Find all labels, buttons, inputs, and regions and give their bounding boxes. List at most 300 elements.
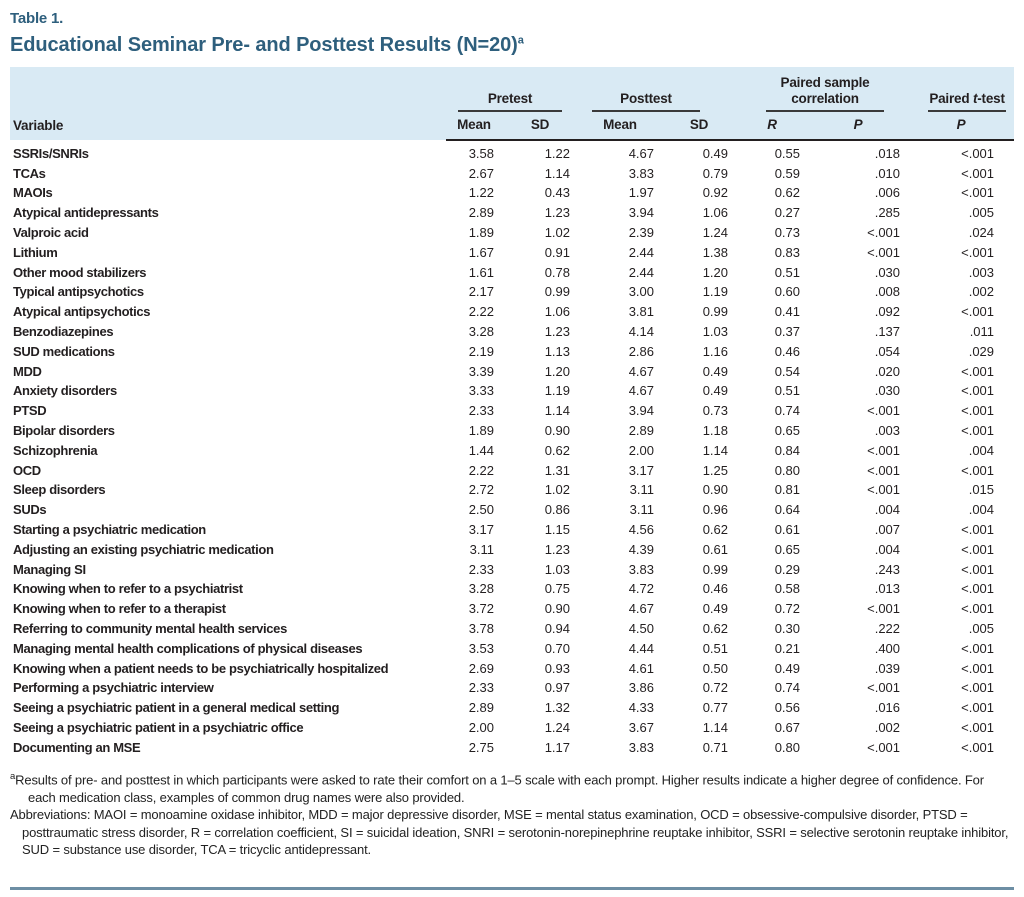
row-variable: MAOIs	[13, 185, 53, 201]
group-header-paired-sample-correlation	[736, 67, 908, 112]
row-value: 1.20	[544, 363, 570, 379]
row-value: 0.49	[774, 660, 801, 676]
row-value: 3.53	[468, 640, 494, 656]
group-header-correlation-label: Paired sample correlation	[766, 75, 884, 112]
row-value: 0.60	[774, 284, 801, 300]
row-variable: PTSD	[13, 403, 47, 419]
row-variable: Atypical antipsychotics	[13, 304, 151, 320]
row-variable: MDD	[13, 363, 42, 379]
row-value: 2.22	[468, 462, 494, 478]
bottom-rule	[10, 887, 1014, 890]
row-value: 0.96	[702, 502, 729, 518]
row-value: 0.41	[774, 304, 801, 320]
row-value: <.001	[867, 244, 901, 260]
row-value: 1.25	[702, 462, 729, 478]
row-value: 1.97	[628, 185, 654, 201]
row-value: .004	[968, 502, 995, 518]
row-value: <.001	[961, 680, 995, 696]
row-value: .039	[874, 660, 901, 676]
row-value: <.001	[961, 640, 995, 656]
row-value: 3.67	[628, 719, 654, 735]
row-value: 0.94	[544, 620, 570, 636]
table-row	[10, 441, 1014, 461]
row-value: 4.39	[628, 541, 654, 557]
row-value: .008	[874, 284, 901, 300]
title-footnote-marker: a	[517, 34, 524, 47]
row-value: 1.13	[544, 343, 570, 359]
row-value: <.001	[867, 482, 901, 498]
row-value: 0.83	[774, 244, 801, 260]
row-value: 4.14	[628, 324, 654, 340]
row-value: 2.22	[468, 304, 494, 320]
row-value: 0.91	[544, 244, 570, 260]
row-value: 1.23	[544, 324, 570, 340]
column-header-variable: Variable	[10, 67, 446, 140]
row-variable: Lithium	[13, 244, 58, 260]
table-row	[10, 140, 1014, 164]
row-value: .004	[874, 541, 901, 557]
row-value: <.001	[961, 719, 995, 735]
row-value: .007	[874, 521, 901, 537]
row-value: 0.74	[774, 680, 801, 696]
row-value: 1.22	[468, 185, 494, 201]
row-value: 2.39	[628, 225, 654, 241]
table-row	[10, 659, 1014, 679]
row-value: .016	[874, 700, 901, 716]
row-value: 0.73	[702, 403, 729, 419]
row-value: .243	[874, 561, 901, 577]
row-value: <.001	[961, 363, 995, 379]
row-value: .003	[874, 423, 901, 438]
row-value: <.001	[961, 541, 995, 557]
group-header-pretest-label: Pretest	[458, 91, 562, 112]
row-value: 4.44	[628, 640, 654, 656]
row-value: 0.86	[544, 502, 570, 518]
row-variable: SUD medications	[13, 343, 115, 359]
row-value: <.001	[867, 403, 901, 419]
row-value: 1.19	[544, 383, 570, 399]
row-value: 0.99	[702, 304, 729, 320]
page-title	[10, 34, 1014, 57]
row-value: <.001	[961, 145, 995, 161]
row-value: .004	[968, 442, 995, 458]
footnote-a-marker: a	[10, 771, 16, 783]
row-value: 2.86	[628, 343, 654, 359]
row-variable: Managing SI	[13, 561, 86, 577]
row-value: 0.37	[774, 324, 801, 340]
row-value: 3.11	[629, 502, 654, 518]
row-value: 0.59	[774, 165, 801, 181]
row-value: 1.16	[702, 343, 729, 359]
row-value: 1.14	[544, 403, 570, 419]
row-value: <.001	[961, 244, 995, 260]
row-value: 0.21	[774, 640, 801, 656]
row-value: 3.83	[628, 561, 654, 577]
row-value: .011	[969, 324, 995, 340]
row-value: 1.14	[702, 442, 729, 458]
row-value: 4.67	[628, 383, 654, 399]
row-value: <.001	[961, 165, 995, 181]
row-variable: Valproic acid	[13, 225, 89, 241]
row-variable: Sleep disorders	[13, 482, 106, 498]
row-value: <.001	[961, 403, 995, 419]
row-value: 0.27	[774, 205, 801, 221]
row-value: <.001	[867, 739, 901, 755]
row-value: 0.49	[702, 601, 729, 617]
table-row	[10, 362, 1014, 382]
table-row	[10, 699, 1014, 719]
column-header-t-test-p: P	[908, 112, 1014, 140]
row-value: 2.33	[468, 561, 494, 577]
row-value: 2.89	[468, 205, 494, 221]
row-value: .030	[874, 264, 901, 280]
row-value: 0.61	[774, 521, 801, 537]
row-value: 0.71	[702, 739, 729, 755]
row-value: 0.92	[702, 185, 729, 201]
row-value: 0.73	[774, 225, 801, 241]
row-variable: Anxiety disorders	[13, 383, 117, 399]
row-variable: Benzodiazepines	[13, 324, 114, 340]
table-label: Table 1.	[10, 10, 64, 27]
row-value: 0.56	[774, 700, 801, 716]
row-value: <.001	[961, 521, 995, 537]
footnote-a	[10, 771, 1014, 806]
table-row	[10, 164, 1014, 184]
row-value: 4.50	[628, 620, 654, 636]
column-header-pretest-sd: SD	[502, 112, 578, 140]
row-value: .002	[968, 284, 995, 300]
row-value: 4.72	[628, 581, 654, 597]
row-value: .002	[874, 719, 901, 735]
row-value: 3.11	[469, 541, 494, 557]
row-value: 1.22	[544, 145, 570, 161]
row-value: <.001	[867, 462, 901, 478]
row-value: 1.89	[468, 423, 494, 438]
row-value: 1.18	[702, 423, 729, 438]
row-value: 3.33	[468, 383, 494, 399]
row-value: 0.75	[544, 581, 570, 597]
group-header-posttest	[578, 67, 736, 112]
row-value: 1.06	[544, 304, 570, 320]
row-value: 1.19	[702, 284, 729, 300]
row-value: .005	[968, 620, 995, 636]
row-value: .024	[968, 225, 995, 241]
row-value: .013	[874, 581, 901, 597]
table-row	[10, 619, 1014, 639]
row-value: 1.24	[544, 719, 570, 735]
column-header-r: R	[736, 112, 808, 140]
results-table	[10, 67, 1014, 758]
row-value: 3.39	[468, 363, 494, 379]
row-value: 0.50	[702, 660, 729, 676]
row-value: .005	[968, 205, 995, 221]
row-value: <.001	[961, 601, 995, 617]
row-value: <.001	[961, 700, 995, 716]
row-value: <.001	[961, 581, 995, 597]
row-value: 0.62	[544, 442, 570, 458]
row-value: 1.89	[468, 225, 494, 241]
row-value: 2.33	[468, 680, 494, 696]
table-row	[10, 303, 1014, 323]
table-row	[10, 560, 1014, 580]
row-value: 1.03	[544, 561, 570, 577]
row-value: 0.65	[774, 423, 801, 438]
row-variable: Documenting an MSE	[13, 739, 141, 755]
row-value: 0.99	[702, 561, 729, 577]
footnote-a-text: Results of pre- and posttest in which participants were asked to rate their comfort on a 1–5 scale with each prompt. Higher results indicate a higher degree of confidence. For each medication class, examples of common drug names were also provided.	[15, 772, 984, 805]
row-value: 2.50	[468, 502, 494, 518]
row-value: 0.78	[544, 264, 570, 280]
row-value: 3.94	[628, 403, 654, 419]
row-value: 2.33	[468, 403, 494, 419]
row-value: 3.83	[628, 739, 654, 755]
row-value: 1.14	[702, 719, 729, 735]
row-value: .003	[968, 264, 995, 280]
row-value: <.001	[961, 383, 995, 399]
table-row	[10, 520, 1014, 540]
row-value: 0.90	[544, 423, 570, 438]
row-value: 0.80	[774, 462, 801, 478]
row-variable: Typical antipsychotics	[13, 284, 144, 300]
row-value: 0.29	[774, 561, 801, 577]
row-value: 1.20	[702, 264, 729, 280]
table-row	[10, 540, 1014, 560]
row-variable: Seeing a psychiatric patient in a psychiatric office	[13, 719, 304, 735]
row-value: <.001	[961, 561, 995, 577]
row-value: 4.67	[628, 145, 654, 161]
row-value: 0.58	[774, 581, 801, 597]
row-value: 0.54	[774, 363, 801, 379]
row-value: .010	[874, 165, 901, 181]
row-value: <.001	[867, 601, 901, 617]
table-body	[10, 140, 1014, 758]
row-value: .004	[874, 502, 901, 518]
row-value: 0.80	[774, 739, 801, 755]
footnotes	[10, 771, 1014, 858]
row-value: .020	[874, 363, 901, 379]
table-row	[10, 501, 1014, 521]
row-variable: Knowing when to refer to a psychiatrist	[13, 581, 243, 597]
row-value: 0.99	[544, 284, 570, 300]
row-value: 0.97	[544, 680, 570, 696]
row-value: 0.77	[702, 700, 729, 716]
row-value: 4.67	[628, 601, 654, 617]
row-value: 1.67	[468, 244, 494, 260]
column-header-posttest-mean: Mean	[578, 112, 662, 140]
row-value: 3.11	[629, 482, 654, 498]
row-variable: SSRIs/SNRIs	[13, 145, 89, 161]
row-value: 0.51	[774, 264, 801, 280]
row-value: .015	[968, 482, 995, 498]
table-row	[10, 580, 1014, 600]
row-value: 2.69	[468, 660, 494, 676]
row-variable: Bipolar disorders	[13, 423, 115, 438]
row-value: 1.02	[544, 482, 570, 498]
row-variable: Starting a psychiatric medication	[13, 521, 206, 537]
row-value: 0.70	[544, 640, 570, 656]
row-value: 2.44	[628, 244, 654, 260]
table-row	[10, 422, 1014, 442]
row-value: .092	[874, 304, 901, 320]
row-value: 0.65	[774, 541, 801, 557]
row-value: <.001	[961, 660, 995, 676]
table-row	[10, 461, 1014, 481]
row-variable: Knowing when to refer to a therapist	[13, 601, 226, 617]
row-value: 2.89	[468, 700, 494, 716]
row-value: 0.84	[774, 442, 801, 458]
row-value: <.001	[961, 739, 995, 755]
row-value: 0.46	[702, 581, 729, 597]
row-value: 2.00	[628, 442, 654, 458]
row-value: 3.83	[628, 165, 654, 181]
footnote-abbreviations: Abbreviations: MAOI = monoamine oxidase inhibitor, MDD = major depressive disorder, MSE = mental status examination, OCD = obsessive-compulsive disorder, PTSD = posttraumatic stress disorder, R = correlation coefficient, SI = suicidal ideation, SNRI = serotonin-norepinephrine reuptake inhibitor, SSRI = selective serotonin reuptake inhibitor, SUD = substance use disorder, TCA = tricyclic antidepressant.	[10, 807, 1009, 857]
row-variable: Knowing when a patient needs to be psychiatrically hospitalized	[13, 660, 389, 676]
row-value: 0.79	[702, 165, 729, 181]
row-value: 1.23	[544, 205, 570, 221]
row-value: .006	[874, 185, 901, 201]
row-value: 0.72	[774, 601, 801, 617]
row-value: <.001	[867, 680, 901, 696]
row-value: 1.44	[468, 442, 494, 458]
row-value: 0.55	[774, 145, 801, 161]
row-value: 3.00	[628, 284, 654, 300]
row-value: <.001	[867, 442, 901, 458]
table-row	[10, 639, 1014, 659]
row-value: 0.74	[774, 403, 801, 419]
table-row	[10, 243, 1014, 263]
row-value: 0.43	[544, 185, 570, 201]
row-variable: Schizophrenia	[13, 442, 98, 458]
row-variable: Referring to community mental health services	[13, 620, 287, 636]
row-value: .030	[874, 383, 901, 399]
table-row	[10, 738, 1014, 758]
row-value: <.001	[961, 185, 995, 201]
row-value: 4.56	[628, 521, 654, 537]
row-variable: OCD	[13, 462, 41, 478]
group-header-t-test-label: Paired t-test	[928, 91, 1006, 112]
row-value: 3.78	[468, 620, 494, 636]
table-row	[10, 184, 1014, 204]
table-row	[10, 204, 1014, 224]
group-header-pretest	[446, 67, 578, 112]
row-value: .054	[874, 343, 901, 359]
row-variable: Managing mental health complications of physical diseases	[13, 640, 363, 656]
row-value: 3.28	[468, 324, 494, 340]
row-value: .222	[874, 620, 901, 636]
row-value: .018	[874, 145, 901, 161]
row-value: 0.61	[702, 541, 729, 557]
row-variable: Atypical antidepressants	[13, 205, 159, 221]
row-value: 4.67	[628, 363, 654, 379]
row-value: 1.06	[702, 205, 729, 221]
row-value: 0.46	[774, 343, 801, 359]
row-value: 0.49	[702, 145, 729, 161]
row-value: 1.32	[544, 700, 570, 716]
row-value: 0.49	[702, 363, 729, 379]
row-value: 1.61	[468, 264, 494, 280]
row-variable: SUDs	[13, 502, 47, 518]
row-value: 3.58	[468, 145, 494, 161]
row-value: 1.23	[544, 541, 570, 557]
table-row	[10, 481, 1014, 501]
row-variable: Performing a psychiatric interview	[13, 680, 214, 696]
table-row	[10, 402, 1014, 422]
row-value: <.001	[961, 462, 995, 478]
row-value: 0.90	[702, 482, 729, 498]
row-value: <.001	[867, 225, 901, 241]
row-value: 0.90	[544, 601, 570, 617]
row-value: 0.62	[774, 185, 801, 201]
row-value: 4.61	[628, 660, 654, 676]
row-value: 2.00	[468, 719, 494, 735]
row-value: .137	[874, 324, 901, 340]
row-value: 3.86	[628, 680, 654, 696]
row-value: 0.67	[774, 719, 801, 735]
row-value: 0.64	[774, 502, 801, 518]
group-header-paired-t-test	[908, 67, 1014, 112]
row-variable: TCAs	[13, 165, 46, 181]
row-value: 2.44	[628, 264, 654, 280]
row-value: 3.17	[468, 521, 494, 537]
page-title-text: Educational Seminar Pre- and Posttest Results (N=20)	[10, 34, 518, 56]
table-row	[10, 224, 1014, 244]
row-value: 2.75	[468, 739, 494, 755]
row-value: 2.67	[468, 165, 494, 181]
row-value: 0.72	[702, 680, 729, 696]
row-value: 3.17	[628, 462, 654, 478]
column-header-correlation-p: P	[808, 112, 908, 140]
row-value: 3.72	[468, 601, 494, 617]
row-value: 4.33	[628, 700, 654, 716]
row-value: .400	[874, 640, 901, 656]
row-value: 3.28	[468, 581, 494, 597]
table-row	[10, 323, 1014, 343]
row-value: 3.81	[628, 304, 654, 320]
row-value: 0.49	[702, 383, 729, 399]
table-row	[10, 263, 1014, 283]
row-value: 1.31	[544, 462, 570, 478]
row-value: .029	[968, 343, 995, 359]
row-variable: Adjusting an existing psychiatric medication	[13, 541, 274, 557]
table-row	[10, 600, 1014, 620]
row-value: 0.51	[774, 383, 801, 399]
column-header-posttest-sd: SD	[662, 112, 736, 140]
table-row	[10, 718, 1014, 738]
row-value: 1.15	[544, 521, 570, 537]
table-row	[10, 382, 1014, 402]
row-value: 1.14	[544, 165, 570, 181]
row-value: 0.30	[774, 620, 801, 636]
row-value: 2.72	[468, 482, 494, 498]
table-row	[10, 283, 1014, 303]
row-value: 0.81	[774, 482, 801, 498]
row-value: 0.62	[702, 521, 729, 537]
group-header-posttest-label: Posttest	[592, 91, 700, 112]
row-value: 3.94	[628, 205, 654, 221]
row-value: 1.17	[544, 739, 570, 755]
column-header-pretest-mean: Mean	[446, 112, 502, 140]
row-value: <.001	[961, 304, 995, 320]
row-variable: Other mood stabilizers	[13, 264, 147, 280]
row-value: 1.02	[544, 225, 570, 241]
group-header-row	[10, 67, 1014, 112]
row-value: 0.51	[702, 640, 729, 656]
row-value: 0.93	[544, 660, 570, 676]
row-value: 1.03	[702, 324, 729, 340]
table-row	[10, 679, 1014, 699]
row-value: 0.62	[702, 620, 729, 636]
row-value: 2.89	[628, 423, 654, 438]
